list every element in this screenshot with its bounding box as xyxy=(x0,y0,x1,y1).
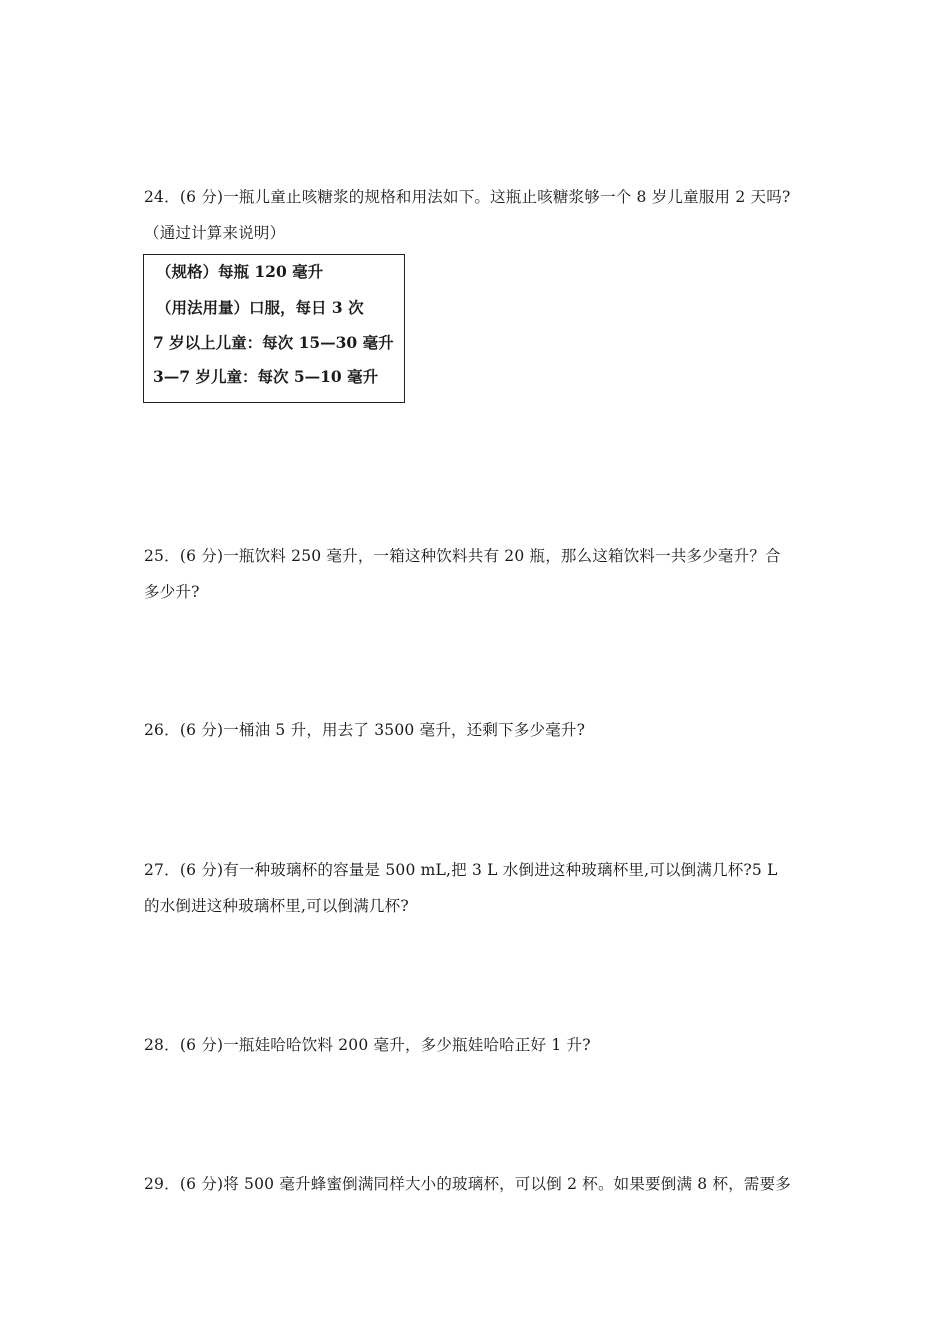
q27-line2: 的水倒进这种玻璃杯里,可以倒满几杯? xyxy=(144,897,409,915)
q25-line1: 25．(6 分)一瓶饮料 250 毫升，一箱这种饮料共有 20 瓶，那么这箱饮料一共多少毫升？合 xyxy=(144,547,781,565)
q28-line1: 28．(6 分)一瓶娃哈哈饮料 200 毫升，多少瓶娃哈哈正好 1 升? xyxy=(144,1036,591,1054)
q26-line1: 26．(6 分)一桶油 5 升，用去了 3500 毫升，还剩下多少毫升? xyxy=(144,721,586,739)
box-spec: （规格）每瓶 120 毫升 xyxy=(156,262,324,281)
q24-spec-box xyxy=(143,254,405,403)
box-over7: 7 岁以上儿童：每次 15—30 毫升 xyxy=(153,333,394,352)
q24-line1: 24．(6 分)一瓶儿童止咳糖浆的规格和用法如下。这瓶止咳糖浆够一个 8 岁儿童服用 2 天吗? xyxy=(144,188,791,206)
q29-line1: 29．(6 分)将 500 毫升蜂蜜倒满同样大小的玻璃杯，可以倒 2 杯。如果要倒满 8 杯，需要多 xyxy=(144,1175,791,1193)
box-age3to7: 3—7 岁儿童：每次 5—10 毫升 xyxy=(153,367,379,386)
q27-line1: 27．(6 分)有一种玻璃杯的容量是 500 mL,把 3 L 水倒进这种玻璃杯里,可以倒满几杯?5 L xyxy=(144,861,778,879)
box-usage: （用法用量）口服，每日 3 次 xyxy=(156,298,364,317)
q24-line2: （通过计算来说明） xyxy=(144,224,286,242)
q25-line2: 多少升? xyxy=(144,583,200,601)
